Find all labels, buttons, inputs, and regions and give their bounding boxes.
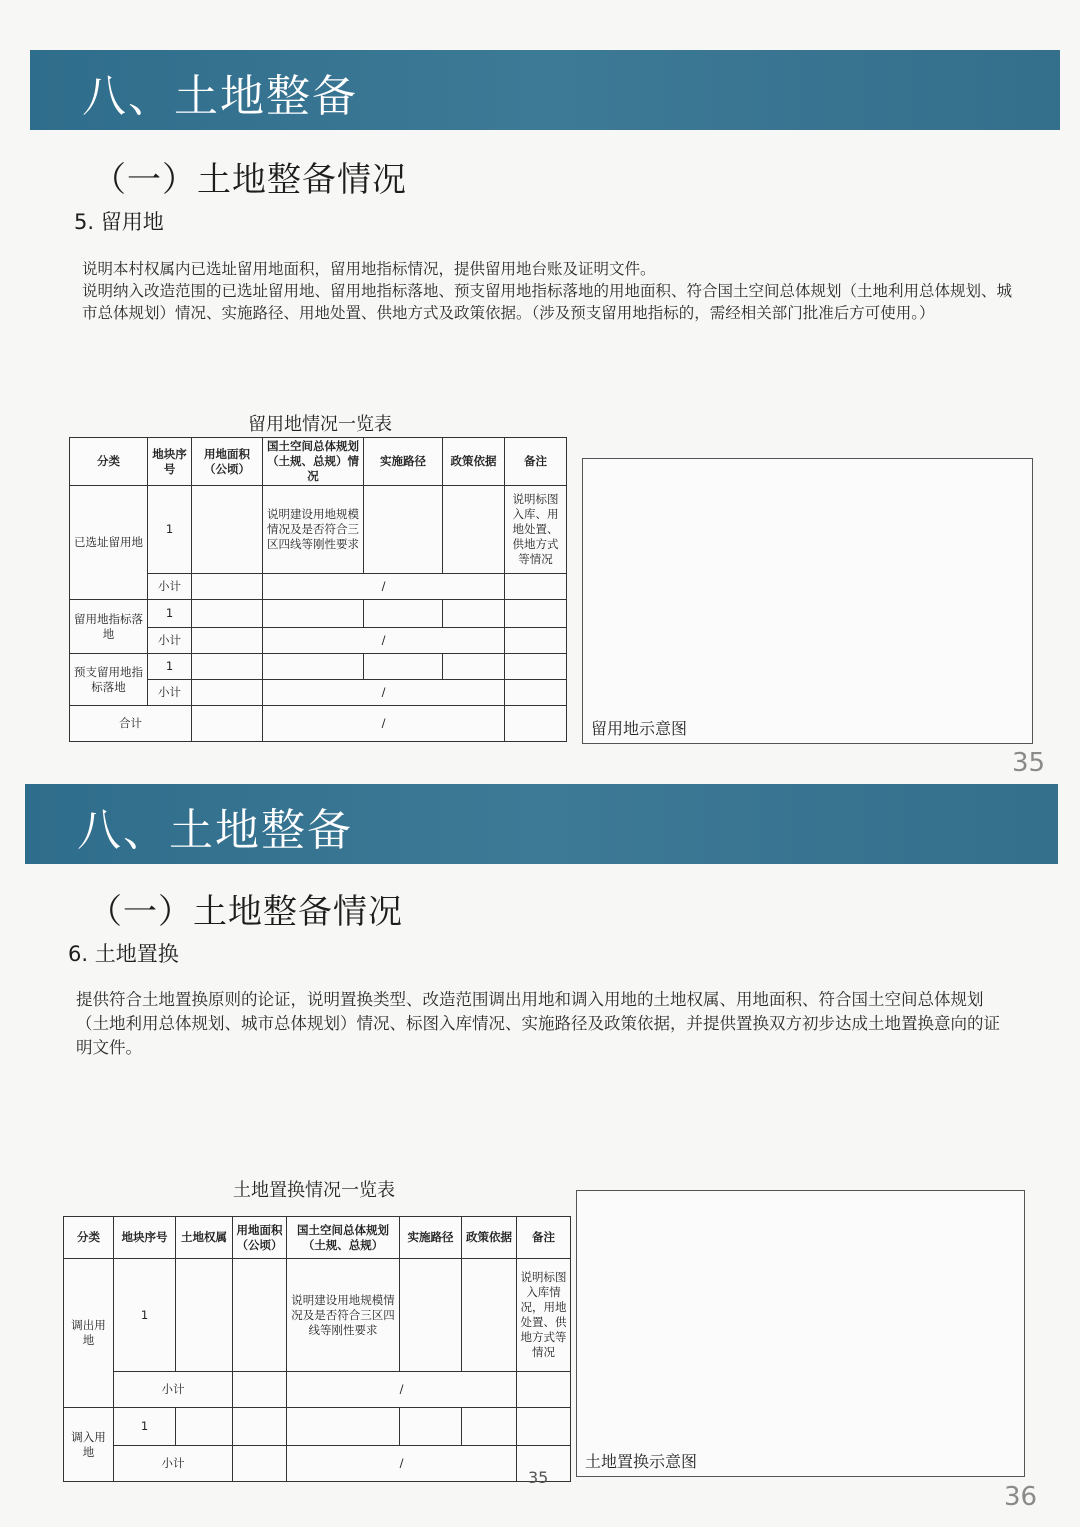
map-label: 土地置换示意图: [585, 1452, 698, 1471]
plan-note-cell: 说明建设用地规模情况及是否符合三区四线等刚性要求: [287, 1259, 400, 1372]
description-paragraph: 说明本村权属内已选址留用地面积，留用地指标情况，提供留用地台账及证明文件。: [82, 260, 656, 278]
header-category: 分类: [64, 1217, 114, 1259]
reserved-land-table: [69, 437, 567, 742]
policy-cell: [443, 600, 505, 628]
area-cell: [192, 600, 263, 628]
category-cell: 已选址留用地: [70, 486, 148, 600]
remark-cell: [505, 628, 567, 654]
plan-cell: [287, 1408, 400, 1446]
area-cell: [192, 574, 263, 600]
chapter-banner: [30, 50, 1060, 130]
slash-cell: /: [287, 1446, 517, 1482]
path-cell: [364, 600, 443, 628]
description: [76, 988, 1016, 1060]
remark-cell: [517, 1408, 571, 1446]
header-plot-no: 地块序号: [114, 1217, 176, 1259]
subtotal-cell: 小计: [148, 628, 192, 654]
area-cell: [192, 706, 263, 742]
header-category: 分类: [70, 438, 148, 486]
remark-cell: [517, 1372, 571, 1408]
area-cell: [192, 486, 263, 574]
page-number: 36: [1004, 1482, 1038, 1512]
policy-cell: [462, 1259, 517, 1372]
category-cell: 预支留用地指标落地: [70, 654, 148, 706]
description-paragraph: 说明纳入改造范围的已选址留用地、留用地指标落地、预支留用地指标落地的用地面积、符合国土空间总体规划（土地利用总体规划、城市总体规划）情况、实施路径、用地处置、供地方式及政策依据。（涉及预支留用地指标的，需经相关部门批准后方可使用。）: [82, 282, 1013, 322]
description: [82, 258, 1022, 324]
path-cell: [364, 654, 443, 680]
page-36: [0, 780, 1080, 1527]
ownership-cell: [176, 1408, 233, 1446]
category-cell: 留用地指标落地: [70, 600, 148, 654]
plot-no-cell: 1: [114, 1408, 176, 1446]
reserved-land-map-box: [582, 458, 1033, 744]
policy-cell: [462, 1408, 517, 1446]
sub-title: 6. 土地置换: [68, 942, 179, 966]
plan-cell: [263, 654, 364, 680]
area-cell: [233, 1446, 287, 1482]
area-cell: [233, 1408, 287, 1446]
path-cell: [400, 1408, 462, 1446]
remark-cell: [505, 680, 567, 706]
header-plan: 国土空间总体规划（土规、总规）: [287, 1217, 400, 1259]
header-area: 用地面积（公顷）: [192, 438, 263, 486]
subtotal-cell: 小计: [114, 1446, 233, 1482]
policy-cell: [443, 654, 505, 680]
plot-no-cell: 1: [114, 1259, 176, 1372]
header-policy: 政策依据: [462, 1217, 517, 1259]
header-area: 用地面积（公顷）: [233, 1217, 287, 1259]
section-title: （一）土地整备情况: [92, 160, 407, 200]
header-remark: 备注: [517, 1217, 571, 1259]
table-caption: 留用地情况一览表: [248, 414, 392, 435]
map-label: 留用地示意图: [591, 719, 688, 738]
header-path: 实施路径: [364, 438, 443, 486]
category-cell: 调出用地: [64, 1259, 114, 1408]
remark-cell: [505, 600, 567, 628]
area-cell: [233, 1372, 287, 1408]
path-cell: [400, 1259, 462, 1372]
slash-cell: /: [263, 628, 505, 654]
slash-cell: /: [263, 680, 505, 706]
header-policy: 政策依据: [443, 438, 505, 486]
land-swap-table: [63, 1216, 571, 1482]
category-cell: 调入用地: [64, 1408, 114, 1482]
slash-cell: /: [263, 574, 505, 600]
plan-cell: [263, 600, 364, 628]
slash-cell: /: [287, 1372, 517, 1408]
policy-cell: [443, 486, 505, 574]
header-remark: 备注: [505, 438, 567, 486]
plot-no-cell: 1: [148, 486, 192, 574]
subtotal-cell: 小计: [148, 680, 192, 706]
description-paragraph: 提供符合土地置换原则的论证，说明置换类型、改造范围调出用地和调入用地的土地权属、用地面积、符合国土空间总体规划（土地利用总体规划、城市总体规划）情况、标图入库情况、实施路径及政策依据，并提供置换双方初步达成土地置换意向的证明文件。: [76, 990, 1000, 1057]
inner-page-number: 35: [528, 1468, 549, 1487]
remark-note-cell: 说明标图入库、用地处置、供地方式等情况: [505, 486, 567, 574]
sub-title: 5. 留用地: [74, 210, 164, 234]
subtotal-cell: 小计: [114, 1372, 233, 1408]
chapter-title: 八、土地整备: [77, 805, 353, 856]
table-caption: 土地置换情况一览表: [233, 1180, 395, 1201]
plot-no-cell: 1: [148, 600, 192, 628]
header-plan: 国土空间总体规划（土规、总规）情况: [263, 438, 364, 486]
remark-note-cell: 说明标图入库情况，用地处置、供地方式等情况: [517, 1259, 571, 1372]
area-cell: [192, 680, 263, 706]
chapter-banner: [25, 784, 1058, 864]
area-cell: [192, 628, 263, 654]
remark-cell: [505, 706, 567, 742]
path-cell: [364, 486, 443, 574]
subtotal-cell: 小计: [148, 574, 192, 600]
header-path: 实施路径: [400, 1217, 462, 1259]
ownership-cell: [176, 1259, 233, 1372]
land-swap-map-box: [576, 1190, 1025, 1477]
total-cell: 合计: [70, 706, 192, 742]
section-title: （一）土地整备情况: [88, 892, 403, 932]
remark-cell: [505, 654, 567, 680]
header-plot-no: 地块序号: [148, 438, 192, 486]
remark-cell: [505, 574, 567, 600]
area-cell: [233, 1259, 287, 1372]
area-cell: [192, 654, 263, 680]
slash-cell: /: [263, 706, 505, 742]
plan-note-cell: 说明建设用地规模情况及是否符合三区四线等刚性要求: [263, 486, 364, 574]
header-ownership: 土地权属: [176, 1217, 233, 1259]
chapter-title: 八、土地整备: [82, 71, 358, 122]
page-number: 35: [1012, 748, 1046, 778]
plot-no-cell: 1: [148, 654, 192, 680]
